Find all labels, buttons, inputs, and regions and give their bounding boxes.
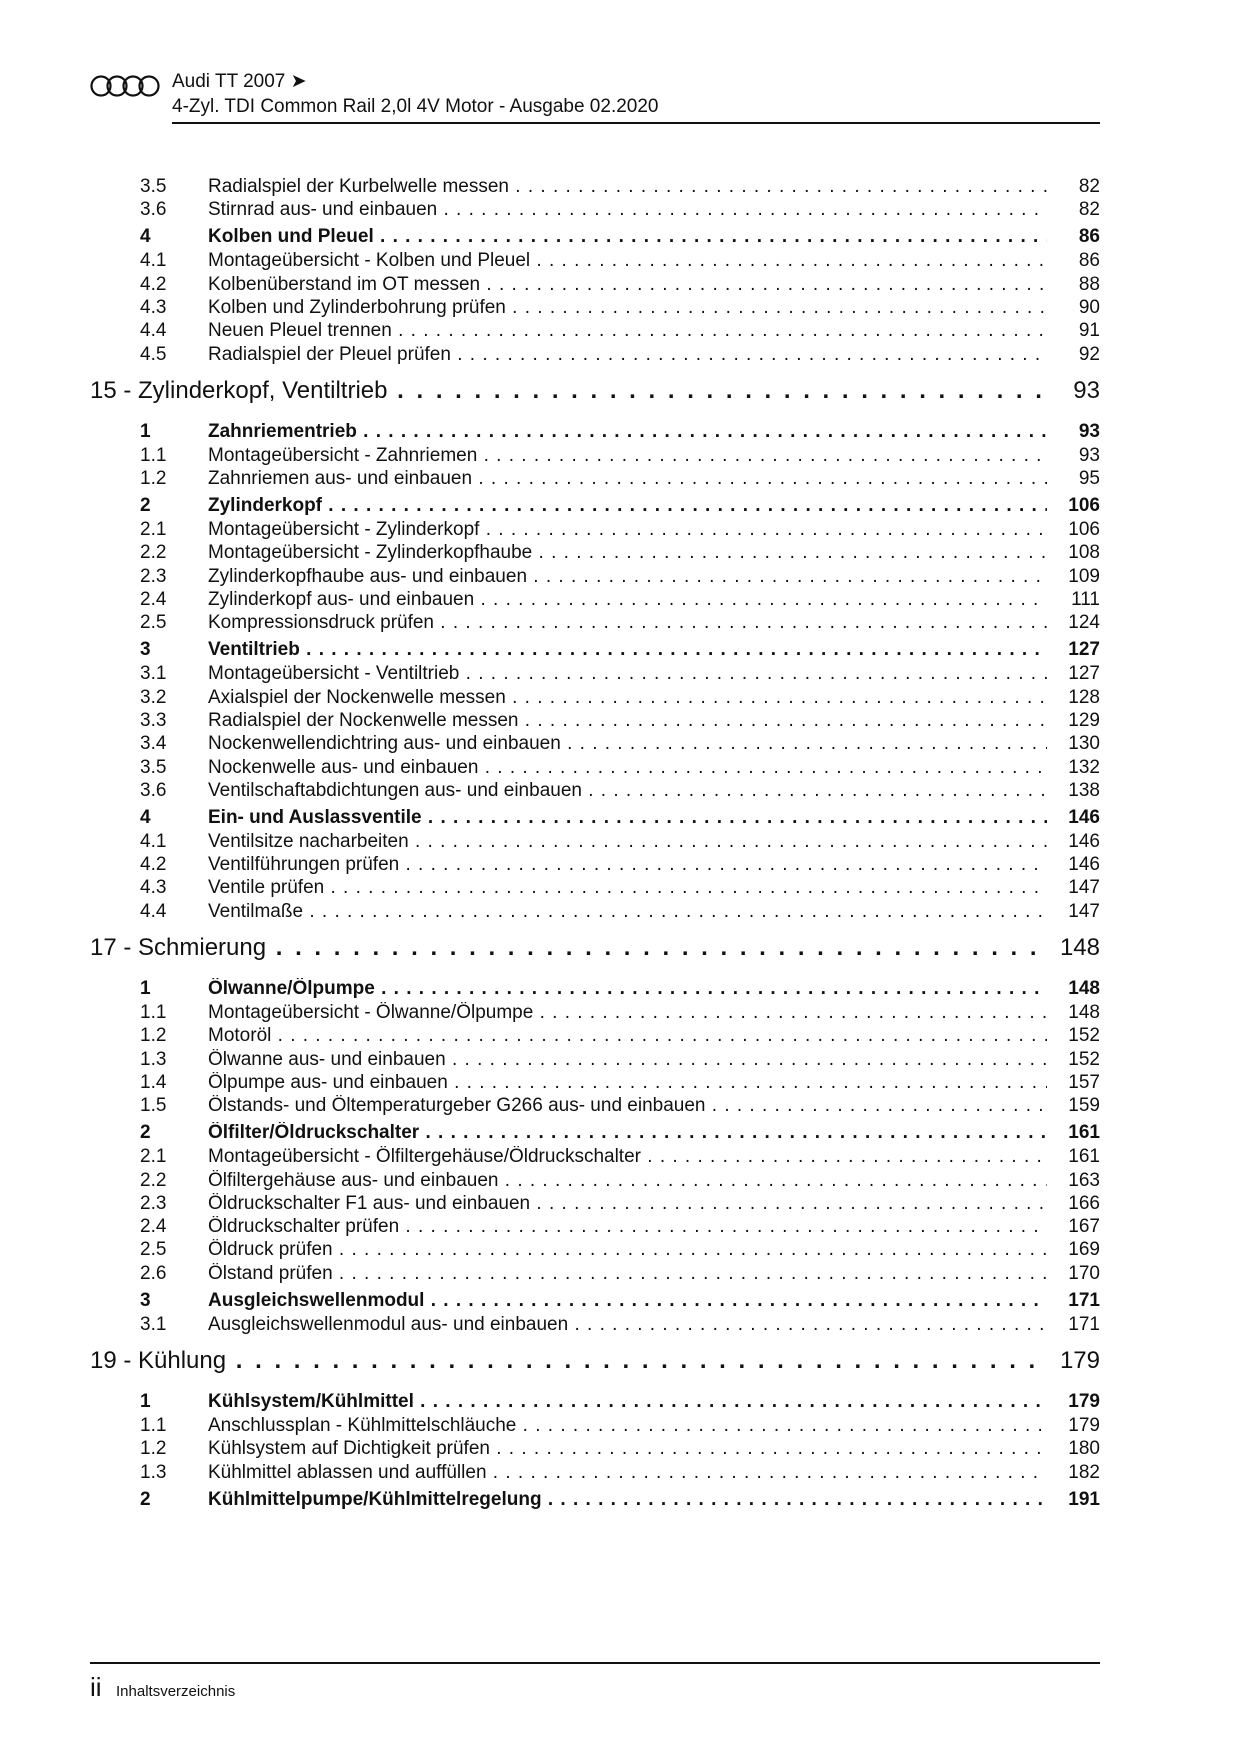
toc-entry-title: Ventilsitze nacharbeiten . . . — [208, 831, 1047, 853]
toc-entry-number: 1.1 — [140, 1002, 167, 1023]
page-number: ii — [90, 1672, 102, 1702]
toc-entry[interactable] — [0, 1438, 1240, 1464]
toc-entry-number: 1.4 — [140, 1071, 167, 1093]
toc-entry-number: 2 — [140, 1488, 151, 1510]
toc-entry-title: Montageübersicht - Zahnriemen . . . — [208, 445, 1047, 467]
toc-entry-page: 93 — [1078, 420, 1100, 442]
toc-entry-number: 2.1 — [140, 1146, 167, 1168]
toc-entry-number: 4.2 — [140, 273, 167, 295]
toc-entry-page: 93 — [1078, 444, 1100, 466]
toc-entry-page: 191 — [1068, 1488, 1100, 1510]
toc-entry-number: 1.3 — [140, 1461, 167, 1483]
toc-entry[interactable] — [0, 1002, 1240, 1028]
toc-entry-page: 169 — [1068, 1239, 1100, 1261]
toc-entry-title: Ventilführungen prüfen . . . — [208, 854, 1047, 876]
toc-entry-page: 147 — [1068, 900, 1100, 922]
toc-entry-page: 86 — [1078, 250, 1100, 272]
toc-entry-title: Zylinderkopf . . . — [208, 495, 1047, 517]
toc-entry-page: 106 — [1068, 519, 1100, 541]
toc-entry[interactable] — [0, 1462, 1240, 1488]
toc-entry-number: 2.2 — [140, 1169, 167, 1191]
four-rings-logo — [90, 74, 160, 98]
toc-entry-number: 1.1 — [140, 1415, 167, 1436]
toc-entry-title: Anschlussplan - Kühlmittelschläuche . . . — [208, 1415, 1047, 1437]
toc-entry-number: 4.3 — [140, 877, 167, 899]
toc-entry-title: Ölwanne/Ölpumpe . . . — [208, 978, 1047, 1000]
toc-entry-number: 4 — [140, 806, 151, 828]
toc-entry[interactable] — [0, 1216, 1240, 1242]
toc-entry-page: 95 — [1078, 468, 1100, 490]
toc-entry-page: 167 — [1068, 1216, 1100, 1238]
toc-entry-page: 106 — [1068, 495, 1100, 517]
toc-entry-title: Montageübersicht - Ventiltrieb . . . — [208, 663, 1047, 685]
toc-entry-number: 3.5 — [140, 756, 167, 778]
toc-chapter[interactable] — [0, 1347, 1240, 1373]
toc-entry-number: 4.1 — [140, 250, 167, 272]
toc-entry-page: 147 — [1068, 877, 1100, 899]
toc-entry[interactable] — [0, 687, 1240, 713]
toc-entry-page: 108 — [1068, 542, 1100, 564]
toc-entry-number: 4.3 — [140, 296, 167, 318]
toc-entry[interactable] — [0, 589, 1240, 615]
toc-entry-number: 4 — [140, 226, 151, 248]
toc-entry-number: 3.3 — [140, 709, 167, 731]
toc-section[interactable] — [0, 226, 1240, 252]
toc-entry-number: 3.2 — [140, 686, 167, 708]
toc-entry-number: 1.2 — [140, 1438, 167, 1460]
toc-entry-title: Kühlmittelpumpe/Kühlmittelregelung . . . — [208, 1489, 1047, 1511]
toc-entry[interactable] — [0, 1025, 1240, 1051]
toc-entry-title: Ausgleichswellenmodul . . . — [208, 1290, 1047, 1312]
toc-section[interactable] — [0, 1391, 1240, 1417]
toc-entry-number: 2 — [140, 495, 151, 517]
toc-entry-page: 161 — [1068, 1122, 1100, 1144]
toc-entry[interactable] — [0, 1170, 1240, 1196]
toc-entry-page: 152 — [1068, 1048, 1100, 1070]
toc-entry-number: 2.4 — [140, 1216, 167, 1238]
toc-entry-page: 92 — [1078, 343, 1100, 365]
toc-entry-page: 127 — [1068, 639, 1100, 661]
toc-entry-title: Zylinderkopf aus- und einbauen . . . — [208, 589, 1047, 611]
toc-entry[interactable] — [0, 1049, 1240, 1075]
toc-entry-title: Motoröl . . . — [208, 1025, 1047, 1047]
toc-entry-title: Ventiltrieb . . . — [208, 639, 1047, 661]
toc-entry[interactable] — [0, 199, 1240, 225]
toc-section[interactable] — [0, 639, 1240, 665]
footer-divider — [90, 1662, 1100, 1664]
toc-entry-title: Montageübersicht - Kolben und Pleuel . . . — [208, 250, 1047, 272]
toc-entry[interactable] — [0, 831, 1240, 857]
toc-entry-number: 1 — [140, 1391, 151, 1412]
toc-entry-title: Montageübersicht - Ölwanne/Ölpumpe . . . — [208, 1002, 1047, 1024]
toc-chapter[interactable] — [0, 934, 1240, 960]
toc-entry-number: 1.2 — [140, 1025, 167, 1047]
toc-entry-number: 4.1 — [140, 830, 167, 852]
toc-entry-title: Kühlsystem auf Dichtigkeit prüfen . . . — [208, 1438, 1047, 1460]
toc-entry[interactable] — [0, 1193, 1240, 1219]
toc-entry-page: 171 — [1068, 1289, 1100, 1311]
toc-entry-page: 171 — [1068, 1313, 1100, 1335]
toc-entry-title: Ölfilter/Öldruckschalter . . . — [208, 1122, 1047, 1144]
toc-entry-title: Ein- und Auslassventile . . . — [208, 807, 1047, 829]
toc-entry-page: 129 — [1068, 709, 1100, 731]
toc-entry[interactable] — [0, 542, 1240, 568]
toc-entry-title: Montageübersicht - Zylinderkopf . . . — [208, 519, 1047, 541]
toc-entry-page: 179 — [1068, 1391, 1100, 1412]
toc-entry-title: Ölfiltergehäuse aus- und einbauen . . . — [208, 1170, 1047, 1192]
toc-entry-title: Ventilmaße . . . — [208, 901, 1047, 923]
toc-section[interactable] — [0, 978, 1240, 1004]
toc-entry-number: 1.1 — [140, 444, 167, 466]
toc-entry-number: 2.2 — [140, 542, 167, 564]
toc-entry[interactable] — [0, 663, 1240, 689]
toc-section[interactable] — [0, 1489, 1240, 1515]
toc-entry[interactable] — [0, 733, 1240, 759]
toc-entry-page: 148 — [1068, 1002, 1100, 1023]
toc-section[interactable] — [0, 807, 1240, 833]
toc-entry-number: 4.5 — [140, 343, 167, 365]
toc-entry-number: 2.6 — [140, 1262, 167, 1284]
toc-entry-number: 1 — [140, 420, 151, 442]
toc-entry-page: 146 — [1068, 830, 1100, 852]
toc-entry-number: 3.1 — [140, 1313, 167, 1335]
toc-entry-title: 19 - Kühlung . . . — [90, 1347, 1047, 1375]
toc-entry[interactable] — [0, 710, 1240, 736]
toc-entry[interactable] — [0, 320, 1240, 346]
toc-entry-number: 4.4 — [140, 320, 167, 342]
toc-entry-number: 4.2 — [140, 854, 167, 876]
toc-entry-page: 109 — [1068, 565, 1100, 587]
page-footer — [90, 1672, 235, 1703]
toc-entry[interactable] — [0, 344, 1240, 370]
toc-entry[interactable] — [0, 468, 1240, 494]
toc-entry-number: 2.4 — [140, 589, 167, 610]
toc-entry-page: 179 — [1068, 1415, 1100, 1436]
toc-entry[interactable] — [0, 1072, 1240, 1098]
toc-entry-page: 82 — [1078, 199, 1100, 221]
toc-entry-title: Ausgleichswellenmodul aus- und einbauen . . . — [208, 1314, 1047, 1336]
toc-entry-title: Zahnriementrieb . . . — [208, 421, 1047, 443]
toc-chapter[interactable] — [0, 377, 1240, 403]
toc-entry-page: 182 — [1068, 1461, 1100, 1483]
toc-entry-title: Kühlmittel ablassen und auffüllen . . . — [208, 1462, 1047, 1484]
toc-entry-number: 2.1 — [140, 519, 167, 541]
toc-entry-page: 128 — [1068, 686, 1100, 708]
toc-entry-title: Axialspiel der Nockenwelle messen . . . — [208, 687, 1047, 709]
toc-entry-page: 130 — [1068, 733, 1100, 755]
toc-entry-title: Neuen Pleuel trennen . . . — [208, 320, 1047, 342]
toc-entry-number: 1.3 — [140, 1048, 167, 1070]
toc-entry-number: 3.1 — [140, 663, 167, 685]
toc-entry-number: 3.6 — [140, 199, 167, 221]
toc-entry-page: 152 — [1068, 1025, 1100, 1047]
toc-entry-page: 111 — [1071, 589, 1100, 610]
toc-entry-title: Montageübersicht - Ölfiltergehäuse/Öldruckschalter . . . — [208, 1146, 1047, 1168]
toc-entry-title: Kolbenüberstand im OT messen . . . — [208, 274, 1047, 296]
toc-entry[interactable] — [0, 757, 1240, 783]
toc-entry-number: 4.4 — [140, 900, 167, 922]
toc-entry-title: Zahnriemen aus- und einbauen . . . — [208, 468, 1047, 490]
toc-entry-page: 146 — [1068, 806, 1100, 828]
toc-entry-number: 3.5 — [140, 176, 167, 197]
toc-entry-title: Kompressionsdruck prüfen . . . — [208, 612, 1047, 634]
toc-entry[interactable] — [0, 445, 1240, 471]
toc-entry[interactable] — [0, 297, 1240, 323]
toc-entry-title: Radialspiel der Kurbelwelle messen . . . — [208, 176, 1047, 198]
header-divider — [172, 122, 1100, 124]
header-model: Audi TT 2007 ➤ — [172, 71, 307, 92]
toc-entry-page: 132 — [1068, 756, 1100, 778]
toc-entry-title: Nockenwelle aus- und einbauen . . . — [208, 757, 1047, 779]
toc-section[interactable] — [0, 421, 1240, 447]
toc-entry[interactable] — [0, 566, 1240, 592]
toc-entry[interactable] — [0, 877, 1240, 903]
toc-entry-page: 86 — [1078, 226, 1100, 248]
toc-entry-number: 2.5 — [140, 612, 167, 634]
toc-section[interactable] — [0, 1122, 1240, 1148]
toc-entry-title: Kühlsystem/Kühlmittel . . . — [208, 1391, 1047, 1413]
toc-entry[interactable] — [0, 274, 1240, 300]
toc-entry-number: 3.6 — [140, 779, 167, 801]
toc-entry-page: 90 — [1078, 296, 1100, 318]
toc-entry-page: 159 — [1068, 1095, 1100, 1117]
toc-entry-number: 3 — [140, 1289, 151, 1311]
toc-entry-number: 1 — [140, 978, 151, 999]
toc-entry-page: 93 — [1073, 376, 1100, 404]
toc-entry-page: 124 — [1068, 612, 1100, 634]
toc-entry-page: 82 — [1078, 176, 1100, 197]
toc-entry-title: 15 - Zylinderkopf, Ventiltrieb . . . — [90, 377, 1047, 405]
toc-entry-page: 180 — [1068, 1438, 1100, 1460]
toc-entry-title: 17 - Schmierung . . . — [90, 934, 1047, 962]
toc-entry-page: 163 — [1068, 1169, 1100, 1191]
toc-entry[interactable] — [0, 1146, 1240, 1172]
footer-section-label: Inhaltsverzeichnis — [116, 1683, 236, 1700]
toc-entry[interactable] — [0, 1415, 1240, 1441]
toc-entry[interactable] — [0, 854, 1240, 880]
header-subtitle: 4-Zyl. TDI Common Rail 2,0l 4V Motor - Ausgabe 02.2020 — [172, 96, 659, 117]
toc-entry[interactable] — [0, 780, 1240, 806]
toc-section[interactable] — [0, 1290, 1240, 1316]
toc-entry-title: Nockenwellendichtring aus- und einbauen . . . — [208, 733, 1047, 755]
toc-entry-page: 146 — [1068, 854, 1100, 876]
toc-entry-title: Ölpumpe aus- und einbauen . . . — [208, 1072, 1047, 1094]
toc-entry-title: Stirnrad aus- und einbauen . . . — [208, 199, 1047, 221]
toc-entry-page: 148 — [1068, 978, 1100, 999]
toc-entry-number: 3 — [140, 639, 151, 661]
toc-entry[interactable] — [0, 250, 1240, 276]
toc-entry-page: 157 — [1068, 1071, 1100, 1093]
toc-entry-page: 166 — [1068, 1192, 1100, 1214]
toc-entry-page: 138 — [1068, 779, 1100, 801]
toc-entry-page: 161 — [1068, 1146, 1100, 1168]
toc-entry-number: 1.5 — [140, 1095, 167, 1117]
toc-entry-title: Ölstands- und Öltemperaturgeber G266 aus- und einbauen . . . — [208, 1095, 1047, 1117]
toc-entry-title: Ölwanne aus- und einbauen . . . — [208, 1049, 1047, 1071]
toc-entry-page: 127 — [1068, 663, 1100, 685]
toc-entry-number: 2.3 — [140, 1192, 167, 1214]
toc-entry[interactable] — [0, 612, 1240, 638]
toc-entry-page: 88 — [1078, 273, 1100, 295]
toc-entry-number: 1.2 — [140, 468, 167, 490]
toc-entry-page: 148 — [1059, 934, 1100, 961]
toc-section[interactable] — [0, 495, 1240, 521]
toc-entry-number: 2 — [140, 1122, 151, 1144]
toc-entry-number: 2.5 — [140, 1239, 167, 1261]
toc-entry-title: Montageübersicht - Zylinderkopfhaube . . . — [208, 542, 1047, 564]
toc-entry-title: Öldruckschalter prüfen . . . — [208, 1216, 1047, 1238]
toc-entry[interactable] — [0, 176, 1240, 202]
toc-entry-number: 3.4 — [140, 733, 167, 755]
toc-entry[interactable] — [0, 1263, 1240, 1289]
toc-entry-title: Ventile prüfen . . . — [208, 877, 1047, 899]
toc-entry-title: Radialspiel der Nockenwelle messen . . . — [208, 710, 1047, 732]
toc-entry[interactable] — [0, 1314, 1240, 1340]
toc-entry-page: 91 — [1078, 320, 1100, 342]
toc-entry-title: Zylinderkopfhaube aus- und einbauen . . . — [208, 566, 1047, 588]
toc-entry-title: Ölstand prüfen . . . — [208, 1263, 1047, 1285]
toc-entry[interactable] — [0, 519, 1240, 545]
toc-entry-page: 170 — [1068, 1262, 1100, 1284]
toc-entry-page: 179 — [1059, 1347, 1100, 1374]
toc-entry-number: 2.3 — [140, 565, 167, 587]
toc-entry-title: Öldruck prüfen . . . — [208, 1239, 1047, 1261]
toc-entry-title: Radialspiel der Pleuel prüfen . . . — [208, 344, 1047, 366]
toc-entry[interactable] — [0, 1095, 1240, 1121]
toc-entry-title: Öldruckschalter F1 aus- und einbauen . . . — [208, 1193, 1047, 1215]
toc-entry-title: Kolben und Zylinderbohrung prüfen . . . — [208, 297, 1047, 319]
toc-entry[interactable] — [0, 1239, 1240, 1265]
toc-entry-title: Ventilschaftabdichtungen aus- und einbauen . . . — [208, 780, 1047, 802]
toc-entry[interactable] — [0, 901, 1240, 927]
toc-entry-title: Kolben und Pleuel . . . — [208, 226, 1047, 248]
